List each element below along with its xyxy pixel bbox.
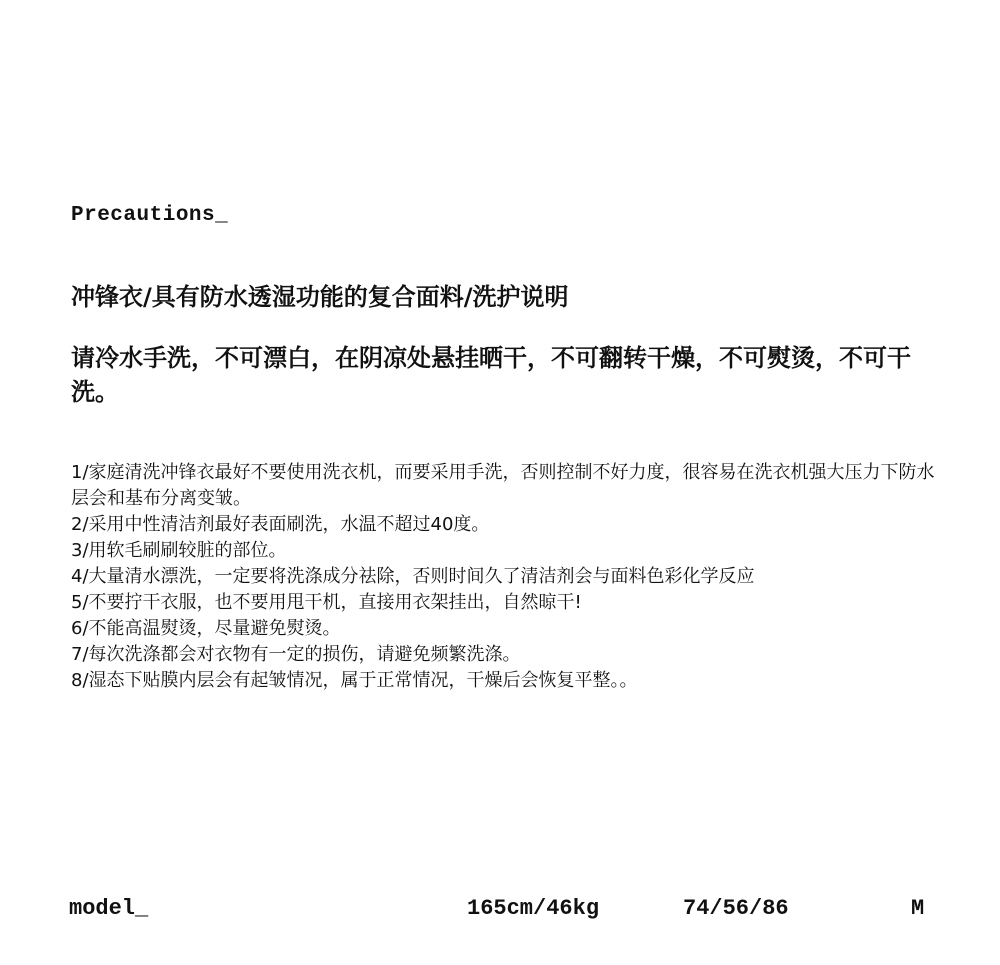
model-height-weight: 165cm/46kg bbox=[467, 896, 600, 921]
care-note: 4/大量清水漂洗，一定要将洗涤成分祛除，否则时间久了清洁剂会与面料色彩化学反应 bbox=[71, 566, 755, 587]
care-note: 6/不能高温熨烫，尽量避免熨烫。 bbox=[71, 618, 341, 639]
model-label: model_ bbox=[69, 896, 149, 921]
care-note: 8/湿态下贴膜内层会有起皱情况，属于正常情况，干燥后会恢复平整。。 bbox=[71, 670, 638, 691]
model-size: M bbox=[911, 896, 925, 921]
care-note: 2/采用中性清洁剂最好表面刷洗，水温不超过40度。 bbox=[71, 514, 490, 535]
care-note: 1/家庭清洗冲锋衣最好不要使用洗衣机，而要采用手洗，否则控制不好力度，很容易在洗衣机强大压力下防水层会和基布分离变皱。 bbox=[71, 462, 935, 509]
precautions-heading: Precautions_ bbox=[71, 204, 229, 227]
care-notes-list bbox=[71, 460, 951, 694]
key-care-instructions: 请冷水手洗，不可漂白，在阴凉处悬挂晒干，不可翻转干燥，不可熨烫，不可干洗。 bbox=[71, 344, 911, 406]
care-note: 3/用软毛刷刷较脏的部位。 bbox=[71, 540, 287, 561]
care-note: 7/每次洗涤都会对衣物有一定的损伤，请避免频繁洗涤。 bbox=[71, 644, 521, 665]
care-subtitle: 冲锋衣/具有防水透湿功能的复合面料/洗护说明 bbox=[71, 283, 569, 311]
model-measurements: 74/56/86 bbox=[683, 896, 789, 921]
care-note: 5/不要拧干衣服，也不要用甩干机，直接用衣架挂出，自然晾干! bbox=[71, 592, 582, 613]
